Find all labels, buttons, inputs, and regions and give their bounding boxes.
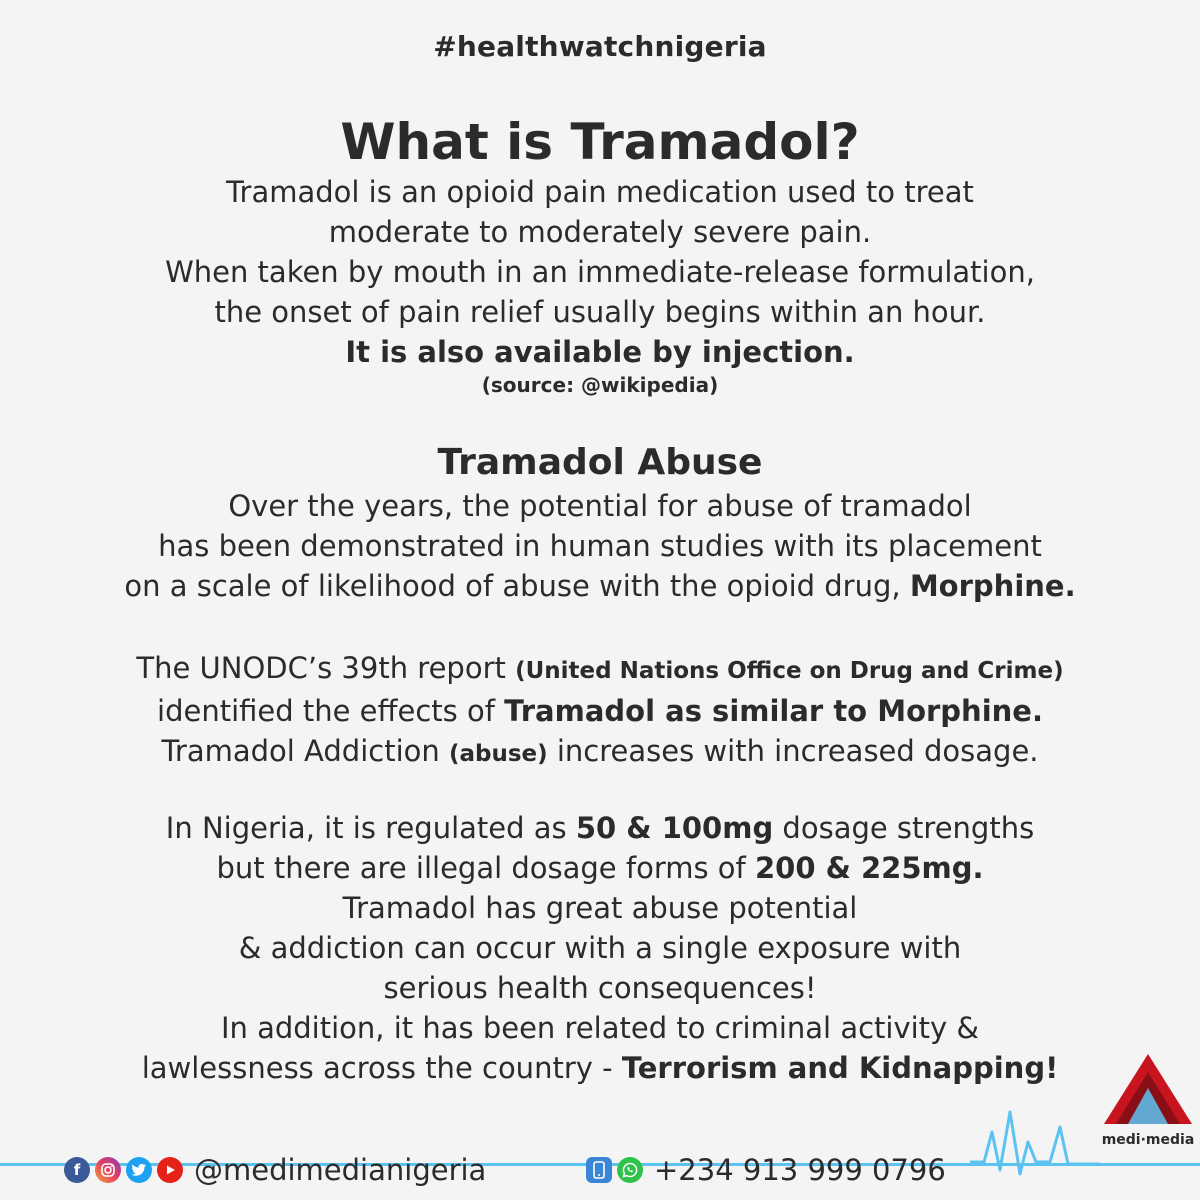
unodc-bold: (abuse) (448, 741, 548, 767)
contact-footer (586, 1150, 946, 1190)
nigeria-section (0, 808, 1200, 1088)
unodc-line (0, 691, 1200, 731)
abuse-text: on a scale of likelihood of abuse with the opioid drug, (124, 569, 910, 603)
nigeria-text: lawlessness across the country - (141, 1051, 622, 1085)
nigeria-bold: 200 & 225mg. (754, 851, 984, 885)
nigeria-text: dosage strengths (773, 811, 1035, 845)
unodc-text: The UNODC’s 39th report (136, 651, 516, 685)
unodc-bold: Tramadol as similar to Morphine. (504, 694, 1043, 728)
abuse-bold: Morphine. (909, 569, 1076, 603)
unodc-text: increases with increased dosage. (547, 734, 1039, 768)
intro-line: moderate to moderately severe pain. (328, 215, 872, 249)
section-heading: Tramadol Abuse (437, 442, 763, 483)
unodc-line (0, 731, 1200, 774)
nigeria-line: serious health consequences! (383, 971, 817, 1005)
abuse-line: Over the years, the potential for abuse of tramadol (228, 489, 972, 523)
abuse-line: has been demonstrated in human studies with its placement (158, 529, 1042, 563)
intro-line: Tramadol is an opioid pain medication used to treat (226, 175, 974, 209)
page-title: What is Tramadol? (340, 113, 860, 171)
nigeria-line: & addiction can occur with a single exposure with (238, 931, 962, 965)
unodc-section (0, 648, 1200, 774)
youtube-icon[interactable] (157, 1157, 183, 1183)
logo-text: medi·media (1101, 1132, 1195, 1148)
unodc-text: identified the effects of (157, 694, 505, 728)
unodc-bold: (United Nations Office on Drug and Crime) (515, 658, 1064, 684)
unodc-line (0, 648, 1200, 691)
nigeria-line (0, 808, 1200, 848)
heartbeat-line-icon (970, 1092, 1100, 1182)
twitter-icon[interactable] (126, 1157, 152, 1183)
medi-media-logo (1100, 1052, 1196, 1148)
hashtag: #healthwatchnigeria (433, 30, 767, 63)
source-note: (source: @wikipedia) (481, 373, 719, 397)
intro-line-bold: It is also available by injection. (345, 335, 855, 369)
instagram-icon[interactable] (95, 1157, 121, 1183)
logo-mark-icon (1100, 1052, 1196, 1126)
abuse-section (0, 440, 1200, 606)
nigeria-line (0, 1048, 1200, 1088)
social-footer (64, 1150, 486, 1190)
nigeria-text: In Nigeria, it is regulated as (165, 811, 576, 845)
unodc-text: Tramadol Addiction (161, 734, 449, 768)
nigeria-line: In addition, it has been related to criminal activity & (220, 1011, 980, 1045)
intro-line: the onset of pain relief usually begins within an hour. (214, 295, 986, 329)
whatsapp-icon[interactable] (617, 1157, 643, 1183)
nigeria-line (0, 848, 1200, 888)
abuse-line (0, 566, 1200, 606)
phone-icon[interactable] (586, 1157, 612, 1183)
phone-number[interactable]: +234 913 999 0796 (654, 1153, 946, 1187)
intro-section (0, 172, 1200, 398)
nigeria-bold: Terrorism and Kidnapping! (621, 1051, 1059, 1085)
facebook-icon[interactable]: f (64, 1157, 90, 1183)
social-handle[interactable]: @medimedianigeria (194, 1153, 487, 1187)
nigeria-line: Tramadol has great abuse potential (342, 891, 858, 925)
nigeria-bold: 50 & 100mg (575, 811, 774, 845)
intro-line: When taken by mouth in an immediate-release formulation, (165, 255, 1035, 289)
nigeria-text: but there are illegal dosage forms of (216, 851, 755, 885)
